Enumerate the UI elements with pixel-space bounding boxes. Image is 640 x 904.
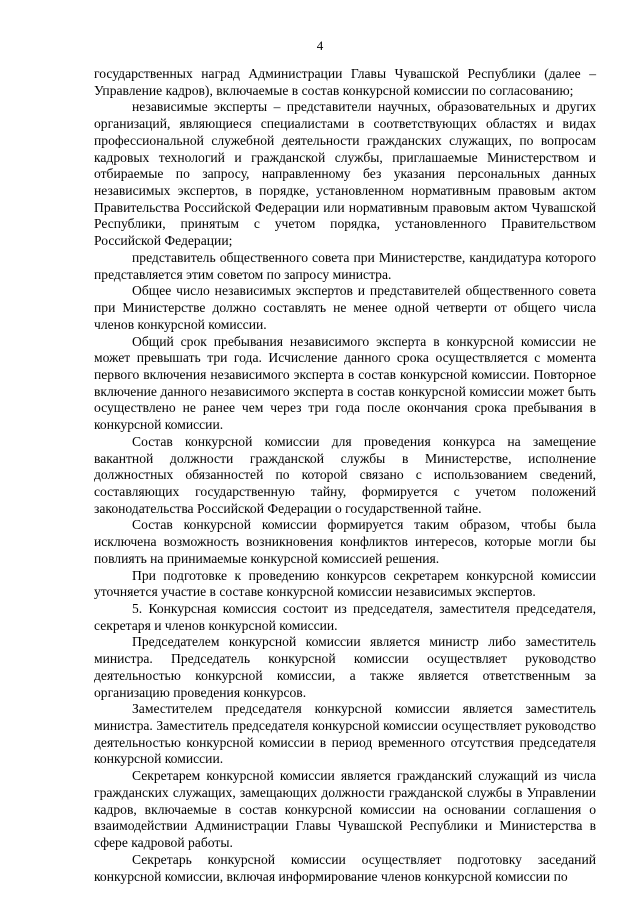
paragraph: Заместителем председателя конкурсной комиссии является заместитель министра. Заместитель председателя конкурсной комиссии осуществляет руководство деятельностью конкурсной комиссии в период временного отсутствия председателя конкурсной комиссии. — [94, 701, 596, 767]
paragraph: Председателем конкурсной комиссии является министр либо заместитель министра. Председатель конкурсной комиссии осуществляет руководство деятельностью конкурсной комиссии, а также является ответственным за организацию проведения конкурсов. — [94, 634, 596, 700]
paragraph: государственных наград Администрации Главы Чувашской Республики (далее – Управление кадров), включаемые в состав конкурсной комиссии по согласованию; — [94, 66, 596, 98]
paragraph: Состав конкурсной комиссии формируется таким образом, чтобы была исключена возможность возникновения конфликтов интересов, которые могли бы повлиять на принимаемые конкурсной комиссией решения. — [94, 517, 596, 566]
paragraph: Состав конкурсной комиссии для проведения конкурса на замещение вакантной должности гражданской службы в Министерстве, исполнение должностных обязанностей по которой связано с использованием сведений, составляющих государственную тайну, формируется с учетом положений законодательства Российской Федерации о государственной тайне. — [94, 433, 596, 516]
document-body — [94, 66, 596, 885]
paragraph: Общее число независимых экспертов и представителей общественного совета при Министерстве должно составлять не менее одной четверти от общего числа членов конкурсной комиссии. — [94, 283, 596, 332]
paragraph: 5. Конкурсная комиссия состоит из председателя, заместителя председателя, секретаря и членов конкурсной комиссии. — [94, 601, 596, 633]
paragraph: Общий срок пребывания независимого эксперта в конкурсной комиссии не может превышать три года. Исчисление данного срока осуществляется с момента первого включения независимого эксперта в состав конкурсной комиссии. Повторное включение данного независимого эксперта в состав конкурсной комиссии может быть осуществлено не ранее чем через три года после окончания срока пребывания в конкурсной комиссии. — [94, 333, 596, 433]
paragraph: При подготовке к проведению конкурсов секретарем конкурсной комиссии уточняется участие в составе конкурсной комиссии независимых экспертов. — [94, 567, 596, 600]
paragraph: представитель общественного совета при Министерстве, кандидатура которого представляется этим советом по запросу министра. — [94, 249, 596, 282]
paragraph: Секретарем конкурсной комиссии является гражданский служащий из числа гражданских служащих, замещающих должности гражданской службы в Управлении кадров, включаемые в состав конкурсной комиссии на основании соглашения о взаимодействии Администрации Главы Чувашской Республики и Министерства в сфере кадровой работы. — [94, 768, 596, 851]
paragraph: Секретарь конкурсной комиссии осуществляет подготовку заседаний конкурсной комиссии, включая информирование членов конкурсной комиссии по — [94, 851, 596, 884]
paragraph: независимые эксперты – представители научных, образовательных и других организаций, являющиеся специалистами в соответствующих областях и видах профессиональной служебной деятельности гражданских служащих, по вопросам кадровых технологий и гражданской службы, приглашаемые Министерством и отбираемые по запросу, направленному без указания персональных данных независимых экспертов, в порядке, установленном нормативным правовым актом Правительства Российской Федерации или нормативным правовым актом Чувашской Республики, принятым с учетом порядка, установленного Правительством Российской Федерации; — [94, 99, 596, 249]
page-number: 4 — [316, 38, 324, 53]
